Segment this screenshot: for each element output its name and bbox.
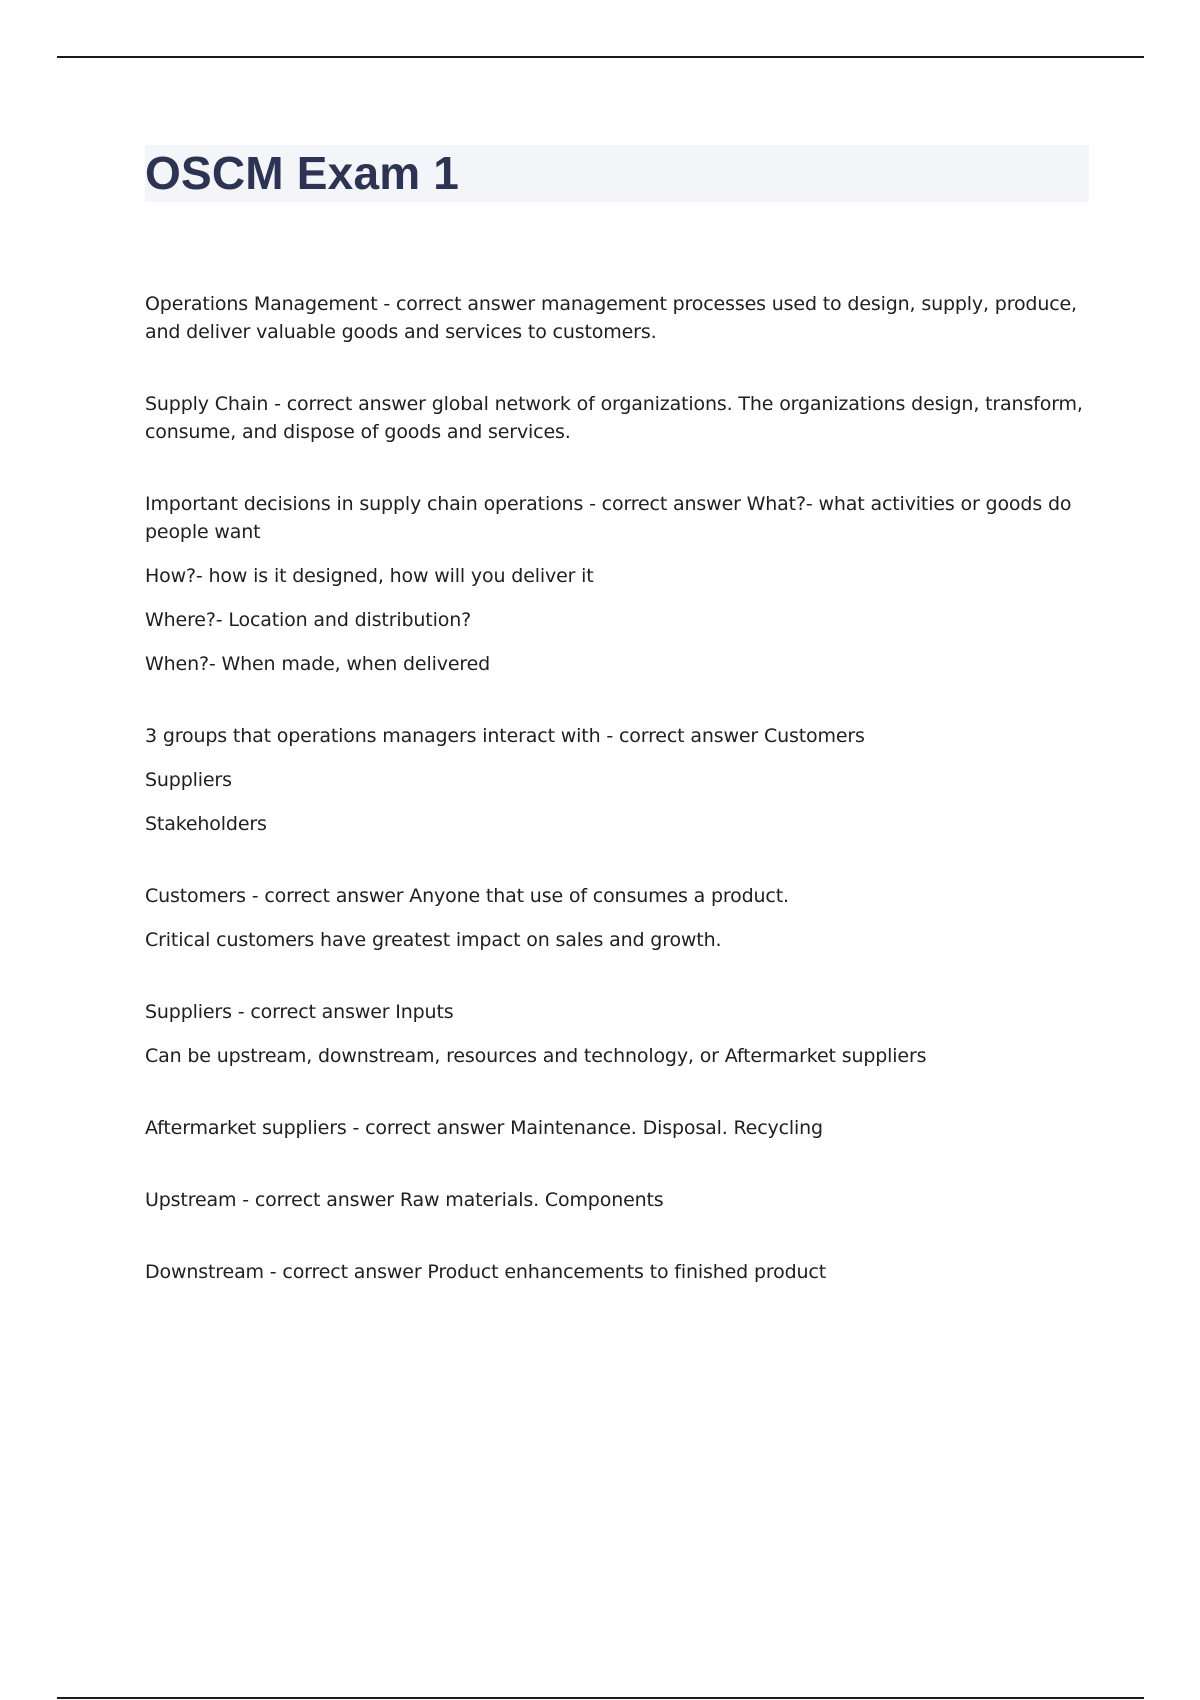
entry-operations-management [145, 290, 1085, 346]
entry-supply-chain [145, 390, 1085, 446]
entry-line: Critical customers have greatest impact on sales and growth. [145, 929, 722, 951]
top-rule [57, 56, 1144, 58]
entry-customers [145, 882, 1085, 954]
entry-line: Can be upstream, downstream, resources and technology, or Aftermarket suppliers [145, 1045, 927, 1067]
entry-line: Aftermarket suppliers - correct answer Maintenance. Disposal. Recycling [145, 1117, 823, 1139]
entry-line: When?- When made, when delivered [145, 653, 491, 675]
entry-suppliers [145, 998, 1085, 1070]
bottom-rule [57, 1697, 1144, 1699]
entry-line: Suppliers - correct answer Inputs [145, 1001, 454, 1023]
entry-upstream [145, 1186, 1085, 1214]
entry-aftermarket-suppliers [145, 1114, 1085, 1142]
entry-line: Supply Chain - correct answer global network of organizations. The organizations design, transform, consume, and dispose of goods and services. [145, 393, 1083, 443]
entry-line: Where?- Location and distribution? [145, 609, 472, 631]
entry-line: Suppliers [145, 769, 232, 791]
entry-line: Customers - correct answer Anyone that use of consumes a product. [145, 885, 789, 907]
entry-line: 3 groups that operations managers interact with - correct answer Customers [145, 725, 865, 747]
entry-important-decisions [145, 490, 1085, 678]
entry-line: Stakeholders [145, 813, 267, 835]
entry-downstream [145, 1258, 1085, 1286]
document-body [145, 290, 1085, 1330]
entry-line: Important decisions in supply chain operations - correct answer What?- what activities or goods do people want [145, 493, 1072, 543]
entry-line: How?- how is it designed, how will you deliver it [145, 565, 594, 587]
entry-line: Downstream - correct answer Product enhancements to finished product [145, 1261, 826, 1283]
entry-line: Operations Management - correct answer management processes used to design, supply, produce, and deliver valuable goods and services to customers. [145, 293, 1077, 343]
entry-three-groups [145, 722, 1085, 838]
page-title: OSCM Exam 1 [145, 147, 460, 199]
entry-line: Upstream - correct answer Raw materials. Components [145, 1189, 664, 1211]
